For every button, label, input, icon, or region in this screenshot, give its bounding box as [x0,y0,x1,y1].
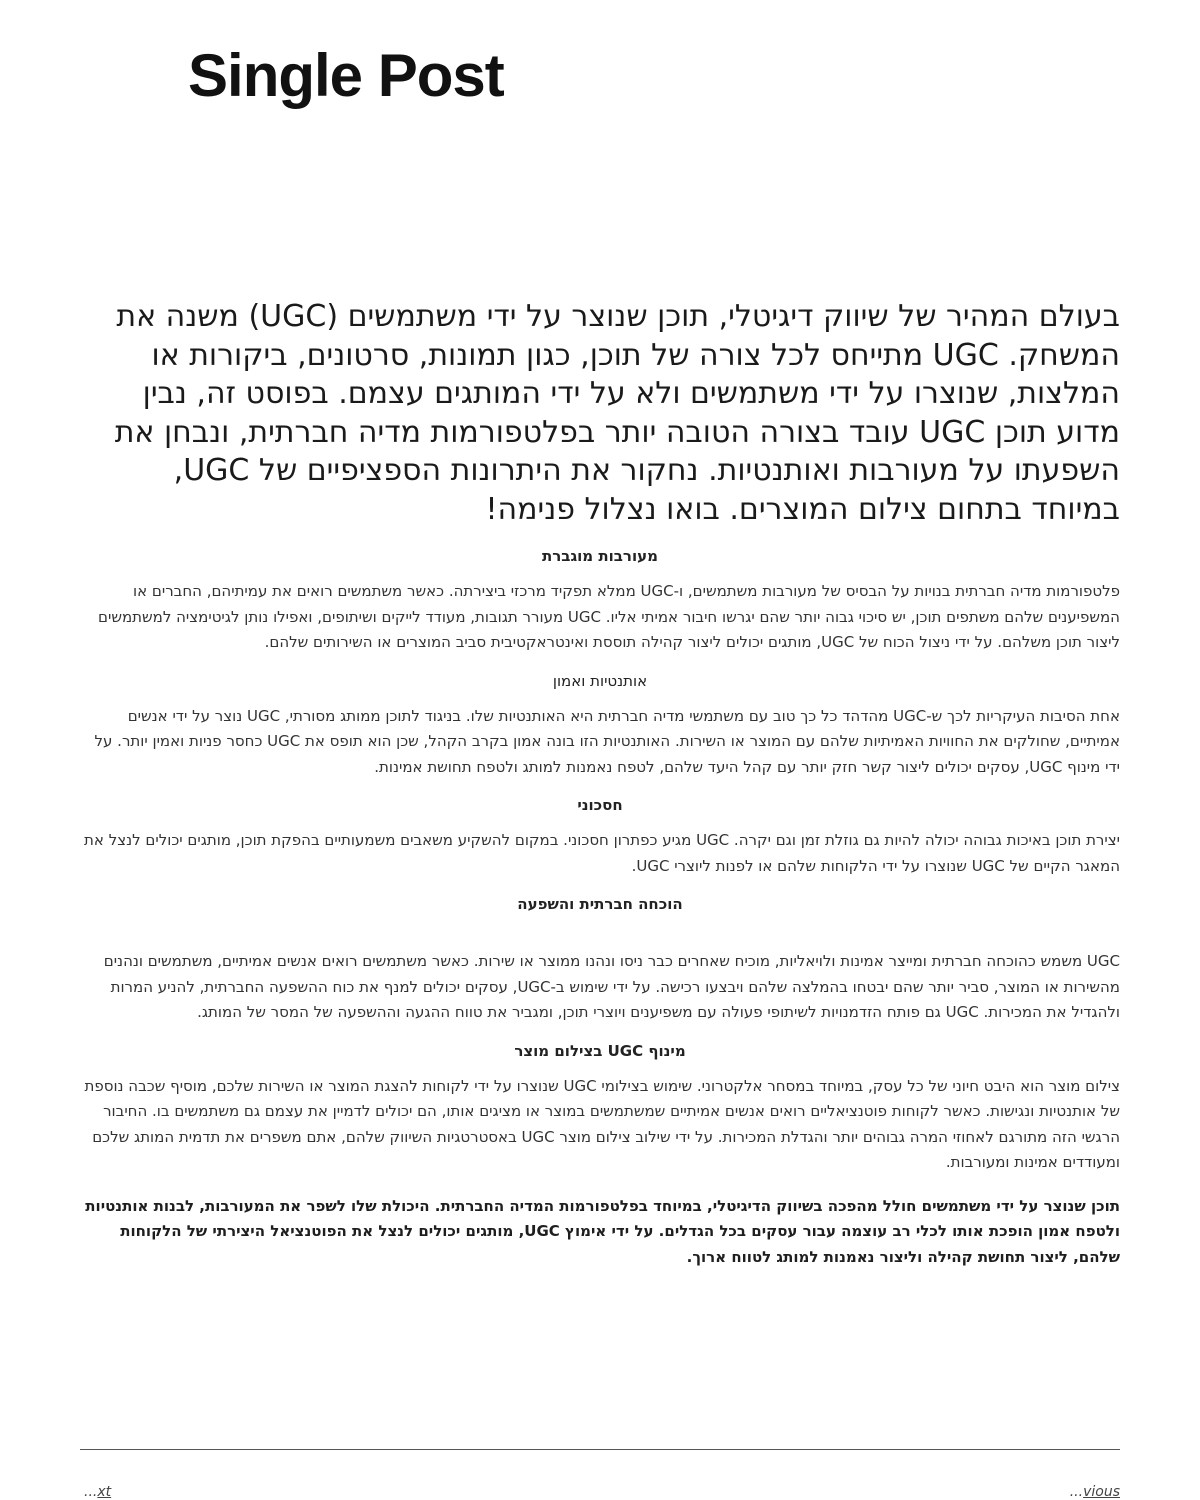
section-body-cost-effective: יצירת תוכן באיכות גבוהה יכולה להיות גם גוזלת זמן וגם יקרה. UGC מגיע כפתרון חסכוני. במקום להשקיע משאבים משמעותיים בהפקת תוכן, מותגים יכולים לנצל את המאגר הקיים של UGC שנוצרו על ידי הלקוחות שלהם או לפנות ליוצרי UGC. [84,831,1120,875]
next-post-link[interactable] [84,1484,111,1500]
next-ellipsis: ... [84,1484,98,1500]
section-heading-product-photography: מינוף UGC בצילום מוצר [514,1041,686,1060]
article-lead: בעולם המהיר של שיווק דיגיטלי, תוכן שנוצר על ידי משתמשים (UGC) משנה את המשחק. UGC מתייחס לכל צורה של תוכן, כגון תמונות, סרטונים, ביקורות או המלצות, שנוצרו על ידי משתמשים ולא על ידי המותגים עצמם. בפוסט זה, נבין מדוע תוכן UGC עובד בצורה הטובה יותר בפלטפורמות מדיה חברתית, ונבחן את השפעתו על מעורבות ואותנטיות. נחקור את היתרונות הספציפיים של UGC, במיוחד בתחום צילום המוצרים. בואו נצלול פנימה! [114,299,1120,527]
footer-divider [80,1449,1120,1450]
section-heading-authenticity: אותנטיות ואמון [552,671,648,690]
article-conclusion: תוכן שנוצר על ידי משתמשים חולל מהפכה בשיווק הדיגיטלי, במיוחד בפלטפורמות המדיה החברתית. היכולת שלו לשפר את המעורבות, לבנות אותנטיות ולטפח אמון הופכת אותו לכלי רב עוצמה עבור עסקים בכל הגדלים. על ידי אימוץ UGC, מותגים יכולים לנצל את הפוטנציאל היצירתי של הלקוחות שלהם, ליצור תחושת קהילה וליצור נאמנות למותג לטווח ארוך. [85,1196,1120,1266]
next-post-label: xt [97,1484,112,1500]
section-body-product-photography: צילום מוצר הוא היבט חיוני של כל עסק, במיוחד במסחר אלקטרוני. שימוש בצילומי UGC שנוצרו על ידי לקוחות להצגת המוצר או השירות שלכם, מוסיף שכבה נוספת של אותנטיות ונגישות. כאשר לקוחות פוטנציאליים רואים אנשים אמיתיים שמשתמשים במוצר או מציגים אותו, הם יכולים לדמיין את עצמם גם משתמשים בו. החיבור הרגשי הזה מתורגם לאחוזי המרה גבוהים יותר והגדלת המכירות. על ידי שילוב צילום מוצר UGC באסטרטגיות השיווק שלהם, אתם משפרים את תדמית המותג שלכם ומעודדים אמינות ומעורבות. [84,1076,1120,1171]
section-body-social-proof: UGC משמש כהוכחה חברתית ומייצר אמינות ולויאליות, מוכיח שאחרים כבר ניסו ונהנו ממוצר או שירות. כאשר משתמשים רואים אנשים אמיתיים, משתמשים ונהנים מהשירות או המוצר, סביר יותר שהם יבטחו בהמלצה שלהם ויבצעו רכישה. על ידי שימוש ב-UGC, עסקים יכולים למנף את כוח ההשפעה החברתית, להניע המרות ולהגדיל את המכירות. UGC גם פותח הזדמנויות לשיתופי פעולה עם משפיענים ויוצרי תוכן, ומגביר את טווח ההגעה וההשפעה של המסר של המותג. [103,952,1120,1021]
previous-post-link[interactable] [1070,1484,1120,1500]
page-title: Single Post [188,42,504,109]
section-body-engagement: פלטפורמות מדיה חברתית בנויות על הבסיס של מעורבות משתמשים, ו-UGC ממלא תפקיד מרכזי ביצירתה. כאשר משתמשים רואים את עמיתיהם, החברים או המשפיענים שלהם משתפים תוכן, יש סיכוי גבוה יותר שהם יגרשו חיבור אמיתי אליו. UGC מעורר תגובות, מעודד לייקים ושיתופים, ואפילו נותן לגיטימציה למשתמשים ליצור תוכן משלהם. על ידי ניצול הכוח של UGC, מותגים יכולים ליצור קהילה תוססת ואינטראקטיבית סביב המוצרים או השירותים שלהם. [98,582,1120,651]
section-heading-engagement: מעורבות מוגברת [542,547,658,565]
section-heading-cost-effective: חסכוני [577,796,623,814]
section-body-authenticity: אחת הסיבות העיקריות לכך ש-UGC מהדהד כל כך טוב עם משתמשי מדיה חברתית היא האותנטיות שלו. בניגוד לתוכן ממותג מסורתי, UGC נוצר על ידי אנשים אמיתיים, שחולקים את החוויות האמיתיות שלהם עם המוצר או השירות. האותנטיות הזו בונה אמון בקרב הקהל, שכן הוא תופס את UGC כחסר פניות ואמין יותר. על ידי מינוף UGC, עסקים יכולים ליצור קשר חזק יותר עם קהל היעד שלהם, לטפח נאמנות למותג ולטפח תחושת אמינות. [94,706,1120,776]
article-body [80,298,1120,1278]
section-heading-social-proof: הוכחה חברתית והשפעה [517,895,683,913]
previous-ellipsis: ... [1069,1484,1084,1500]
previous-post-label: vious [1083,1484,1120,1500]
